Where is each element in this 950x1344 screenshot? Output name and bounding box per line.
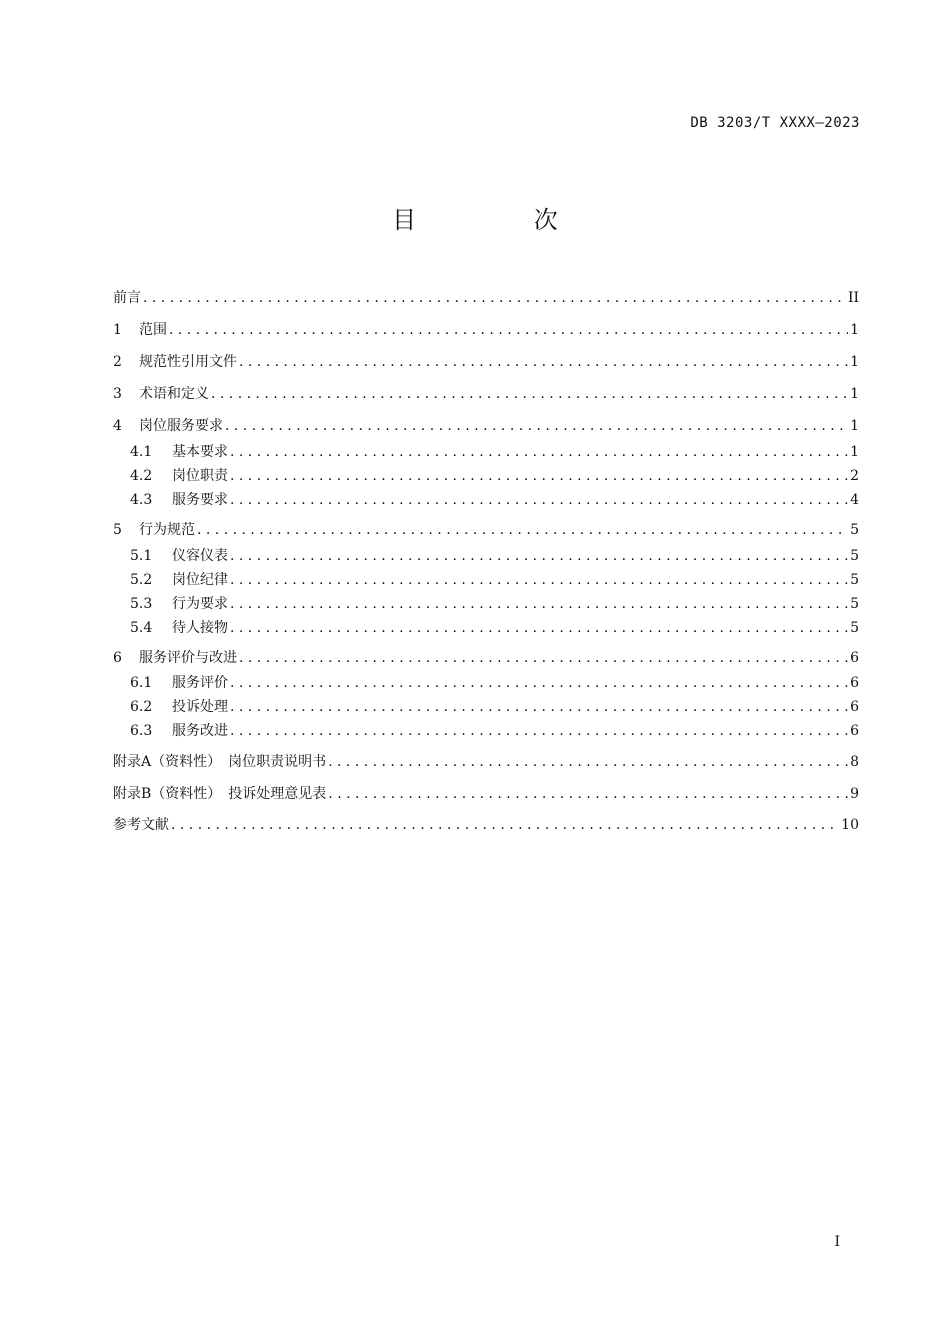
toc-entry-page: II [847,290,859,306]
toc-entry-page: 1 [850,354,859,370]
toc-entry-page: 6 [850,723,859,739]
toc-entry-text: 待人接物 [172,620,228,636]
toc-entry-label [113,750,326,774]
toc-entry-label [113,318,167,342]
toc-entry[interactable] [113,695,859,719]
toc-entry-text: 服务评价与改进 [139,650,237,666]
toc-entry-text: 服务改进 [172,723,228,739]
toc-leader-dots [328,750,848,774]
toc-leader-dots [225,414,848,438]
toc-leader-dots [211,382,848,406]
toc-entry-label [130,568,228,592]
toc-entry[interactable] [113,286,859,310]
toc-entry-label [130,671,228,695]
toc-entry-text: 行为要求 [172,596,228,612]
toc-entry-number: 3 [113,386,122,402]
toc-entry-text: 附录A（资料性） 岗位职责说明书 [113,754,327,770]
toc-entry-page: 5 [850,620,859,636]
toc-entry-text: 范围 [139,322,167,338]
toc-leader-dots [230,695,848,719]
toc-entry-text: 行为规范 [139,522,195,538]
toc-entry-label [130,719,228,743]
toc-leader-dots [230,719,848,743]
toc-entry[interactable] [113,350,859,374]
toc-entry-page: 8 [850,754,859,770]
toc-entry-number: 6 [113,650,122,666]
toc-entry[interactable] [113,382,859,406]
toc-entry-number: 5.1 [130,548,153,564]
toc-entry-text: 岗位纪律 [172,572,228,588]
toc-entry[interactable] [113,488,859,512]
toc-entry-number: 4 [113,418,122,434]
footer-page-number: I [834,1234,840,1250]
toc-entry[interactable] [113,750,859,774]
toc-title: 目 次 [392,206,613,234]
toc-entry-page: 6 [850,699,859,715]
toc-leader-dots [169,318,848,342]
toc-entry-number: 5.3 [130,596,153,612]
toc-entry-page: 1 [850,322,859,338]
toc-leader-dots [197,518,848,542]
toc-entry-number: 6.2 [130,699,153,715]
toc-leader-dots [230,488,848,512]
toc-entry[interactable] [113,568,859,592]
toc-entry-text: 服务评价 [172,675,228,691]
toc-entry[interactable] [113,671,859,695]
toc-leader-dots [230,616,848,640]
toc-entry[interactable] [113,518,859,542]
toc-entry-number: 5 [113,522,122,538]
toc-entry-page: 9 [850,786,859,802]
toc-entry-page: 4 [850,492,859,508]
toc-entry-page: 2 [850,468,859,484]
toc-entry-text: 岗位职责 [172,468,228,484]
toc-entry-page: 6 [850,650,859,666]
toc-entry[interactable] [113,414,859,438]
toc-entry-text: 服务要求 [172,492,228,508]
toc-entry-number: 6.3 [130,723,153,739]
toc-entry-text: 规范性引用文件 [139,354,237,370]
toc-entry-page: 6 [850,675,859,691]
toc-entry-label [130,440,228,464]
toc-entry-number: 1 [113,322,122,338]
toc-leader-dots [239,646,848,670]
toc-entry-label [130,695,228,719]
toc-entry-label [113,782,326,806]
toc-entry-number: 4.3 [130,492,153,508]
toc-leader-dots [230,671,848,695]
toc-leader-dots [230,568,848,592]
toc-entry[interactable] [113,813,859,837]
toc-entry-text: 术语和定义 [139,386,209,402]
toc-entry[interactable] [113,464,859,488]
toc-entry-number: 4.1 [130,444,153,460]
toc-leader-dots [230,440,848,464]
toc-leader-dots [143,286,846,310]
toc-entry[interactable] [113,318,859,342]
toc-entry-number: 2 [113,354,122,370]
toc-entry-page: 5 [850,522,859,538]
toc-entry-label [113,646,237,670]
toc-entry-label [130,592,228,616]
toc-entry-page: 10 [841,817,859,833]
toc-entry-text: 投诉处理 [172,699,228,715]
toc-entry-label [113,414,223,438]
toc-entry-number: 4.2 [130,468,153,484]
toc-entry[interactable] [113,544,859,568]
toc-entry-label [113,286,141,310]
toc-entry-text: 仪容仪表 [172,548,228,564]
toc-entry-text: 参考文献 [113,817,169,833]
toc-entry-label [113,382,209,406]
toc-entry-number: 5.4 [130,620,153,636]
toc-entry-number: 6.1 [130,675,153,691]
toc-entry-label [113,518,195,542]
toc-entry-page: 1 [850,444,859,460]
toc-leader-dots [230,592,848,616]
toc-entry-number: 5.2 [130,572,153,588]
toc-entry[interactable] [113,592,859,616]
toc-entry-label [113,813,169,837]
toc-leader-dots [230,544,848,568]
toc-entry-page: 5 [850,596,859,612]
toc-entry-label [130,616,228,640]
toc-entry[interactable] [113,440,859,464]
toc-entry[interactable] [113,646,859,670]
toc-entry-page: 5 [850,548,859,564]
toc-leader-dots [328,782,848,806]
toc-entry-label [130,544,228,568]
toc-entry-page: 5 [850,572,859,588]
toc-entry-text: 附录B（资料性） 投诉处理意见表 [113,786,327,802]
toc-entry-text: 前言 [113,290,141,306]
toc-entry-text: 岗位服务要求 [139,418,223,434]
toc-entry-page: 1 [850,418,859,434]
toc-leader-dots [239,350,848,374]
toc-entry-label [130,464,228,488]
document-code: DB 3203/T XXXX—2023 [690,115,860,131]
toc-entry-page: 1 [850,386,859,402]
toc-entry-label [130,488,228,512]
toc-entry[interactable] [113,616,859,640]
toc-leader-dots [171,813,839,837]
toc-leader-dots [230,464,848,488]
toc-entry[interactable] [113,719,859,743]
toc-entry[interactable] [113,782,859,806]
toc-entry-label [113,350,237,374]
toc-entry-text: 基本要求 [172,444,228,460]
